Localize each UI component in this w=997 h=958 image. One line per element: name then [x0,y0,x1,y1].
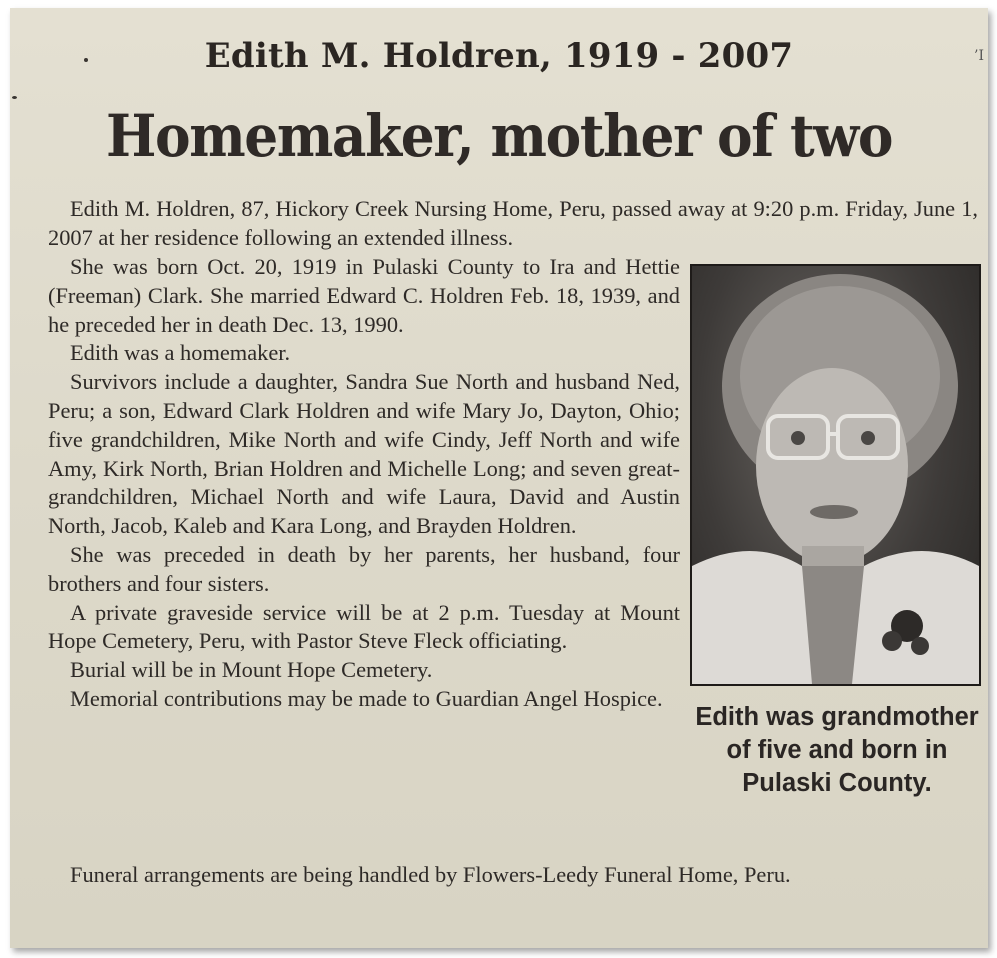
intro-paragraph: Edith M. Holdren, 87, Hickory Creek Nursing Home, Peru, passed away at 9:20 p.m. Friday, June 1, 2007 at her residence following an extended illness. [48,196,978,250]
preceded-paragraph: She was preceded in death by her parents, her husband, four brothers and four sisters. [48,541,680,596]
service-paragraph: A private graveside service will be at 2 p.m. Tuesday at Mount Hope Cemetery, Peru, with Pastor Steve Fleck officiating. [48,599,680,654]
corner-fragment-text: ’I [974,48,984,64]
closing-section [48,861,978,890]
portrait-photo-icon [692,266,979,684]
obituary-column [48,253,680,714]
memorial-paragraph: Memorial contributions may be made to Guardian Angel Hospice. [70,685,663,711]
obituary-kicker: Edith M. Holdren, 1919 - 2007 [204,36,794,76]
newspaper-clipping [10,8,988,948]
burial-paragraph: Burial will be in Mount Hope Cemetery. [70,657,433,683]
ink-speck [12,96,17,99]
obituary-headline: Homemaker, mother of two [105,102,893,170]
birth-paragraph: She was born Oct. 20, 1919 in Pulaski County to Ira and Hettie (Freeman) Clark. She married Edward C. Holdren Feb. 18, 1939, and he preceded her in death Dec. 13, 1990. [48,254,680,337]
survivors-paragraph: Survivors include a daughter, Sandra Sue North and husband Ned, Peru; a son, Edward Clark Holdren and wife Mary Jo, Dayton, Ohio; five grandchildren, Mike North and wife Cindy, Jeff North and wife Amy, Kirk North, Brian Holdren and Michelle Long; and seven great-grandchildren, Michael North and wife Laura, David and Austin North, Jacob, Kaleb and Kara Long, and Brayden Holdren. [48,369,680,539]
occupation-paragraph: Edith was a homemaker. [70,340,291,366]
funeral-home-paragraph: Funeral arrangements are being handled by Flowers-Leedy Funeral Home, Peru. [70,862,791,887]
photo-caption: Edith was grandmother of five and born in Pulaski County. [695,703,979,797]
intro-section [48,195,978,253]
ink-speck [84,58,88,62]
portrait-photo [690,264,981,686]
